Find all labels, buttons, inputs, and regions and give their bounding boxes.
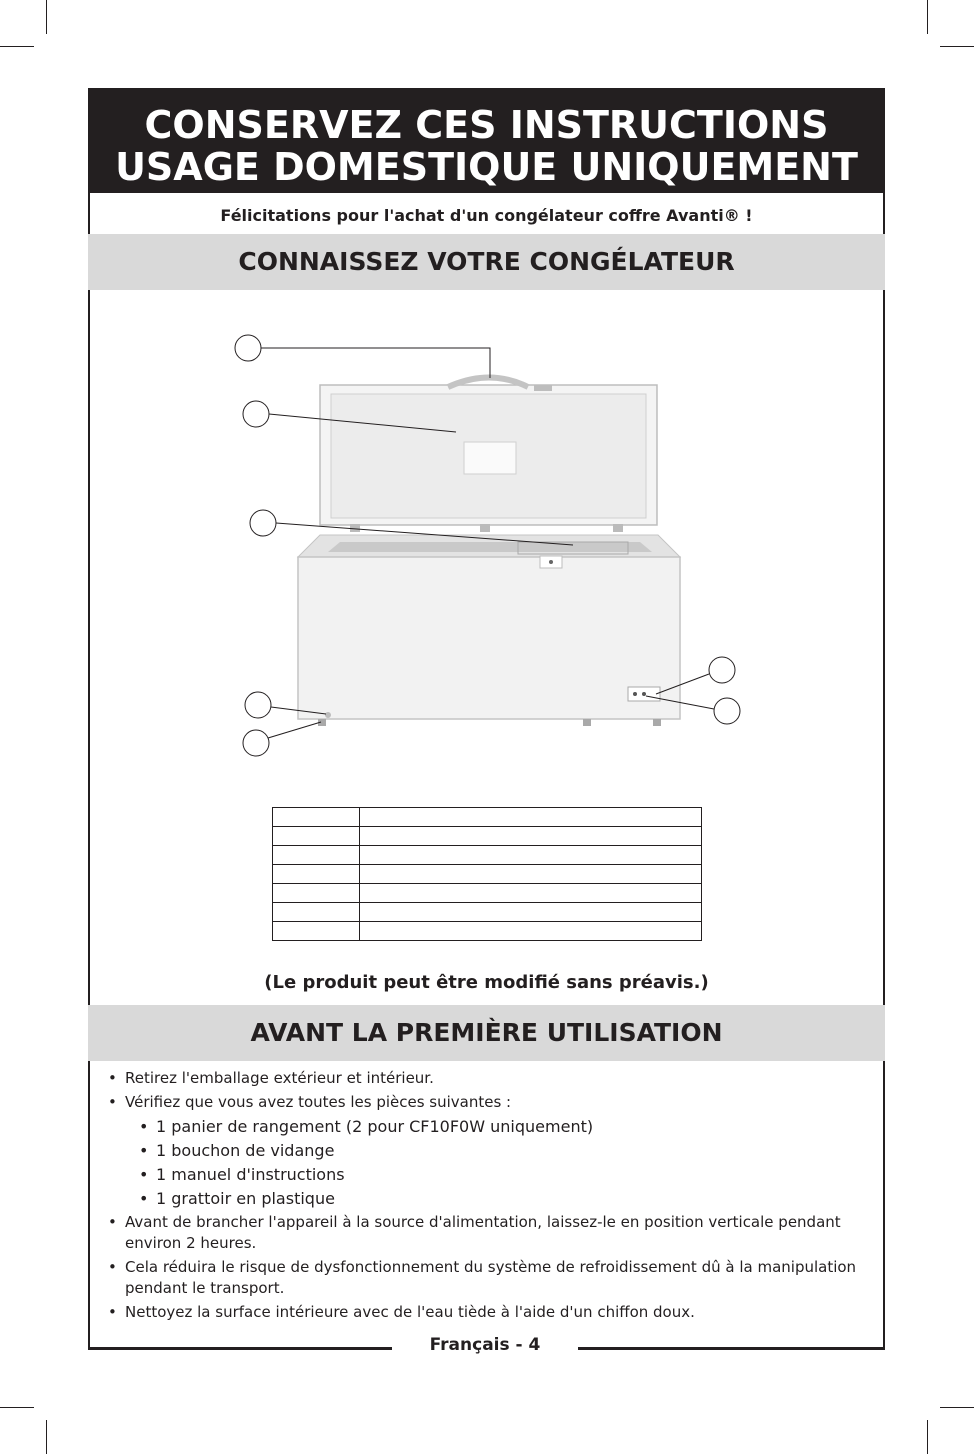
header-line-1: CONSERVEZ CES INSTRUCTIONS <box>144 103 829 147</box>
table-row <box>273 808 702 827</box>
list-item: • Retirez l'emballage extérieur et intérieur. <box>108 1068 868 1089</box>
section-heading-know-freezer: CONNAISSEZ VOTRE CONGÉLATEUR <box>88 234 885 290</box>
table-row <box>273 846 702 865</box>
list-item: • 1 bouchon de vidange <box>108 1140 868 1161</box>
table-row <box>273 827 702 846</box>
parts-table <box>272 807 702 941</box>
list-item: • Avant de brancher l'appareil à la source d'alimentation, laissez-le en position verticale pendant environ 2 heures. <box>108 1212 868 1254</box>
crop-mark <box>927 1420 928 1454</box>
list-item: • Nettoyez la surface intérieure avec de l'eau tiède à l'aide d'un chiffon doux. <box>108 1302 868 1323</box>
product-change-note: (Le produit peut être modifié sans préavis.) <box>264 972 709 993</box>
page-number: Français - 4 <box>392 1335 578 1355</box>
freezer-diagram <box>228 330 748 770</box>
footer-rule <box>88 1347 392 1350</box>
instructions-list <box>108 1068 868 1326</box>
crop-mark <box>46 1420 47 1454</box>
congratulations-text: Félicitations pour l'achat d'un congélateur coffre Avanti® ! <box>220 206 753 225</box>
list-item: • Vérifiez que vous avez toutes les pièces suivantes : <box>108 1092 868 1113</box>
footer-rule <box>578 1347 885 1350</box>
list-item: • 1 grattoir en plastique <box>108 1188 868 1209</box>
crop-mark <box>46 0 47 34</box>
list-item: • 1 manuel d'instructions <box>108 1164 868 1185</box>
header-line-2: USAGE DOMESTIQUE UNIQUEMENT <box>115 145 858 189</box>
section-heading-before-first-use: AVANT LA PREMIÈRE UTILISATION <box>88 1005 885 1061</box>
crop-mark <box>940 1407 974 1408</box>
table-row <box>273 884 702 903</box>
crop-mark <box>927 0 928 34</box>
crop-mark <box>940 46 974 47</box>
page-header <box>88 88 885 193</box>
list-item: • 1 panier de rangement (2 pour CF10F0W uniquement) <box>108 1116 868 1137</box>
table-row <box>273 922 702 941</box>
crop-mark <box>0 46 34 47</box>
table-row <box>273 903 702 922</box>
list-item: • Cela réduira le risque de dysfonctionnement du système de refroidissement dû à la manipulation pendant le transport. <box>108 1257 868 1299</box>
crop-mark <box>0 1407 34 1408</box>
table-row <box>273 865 702 884</box>
